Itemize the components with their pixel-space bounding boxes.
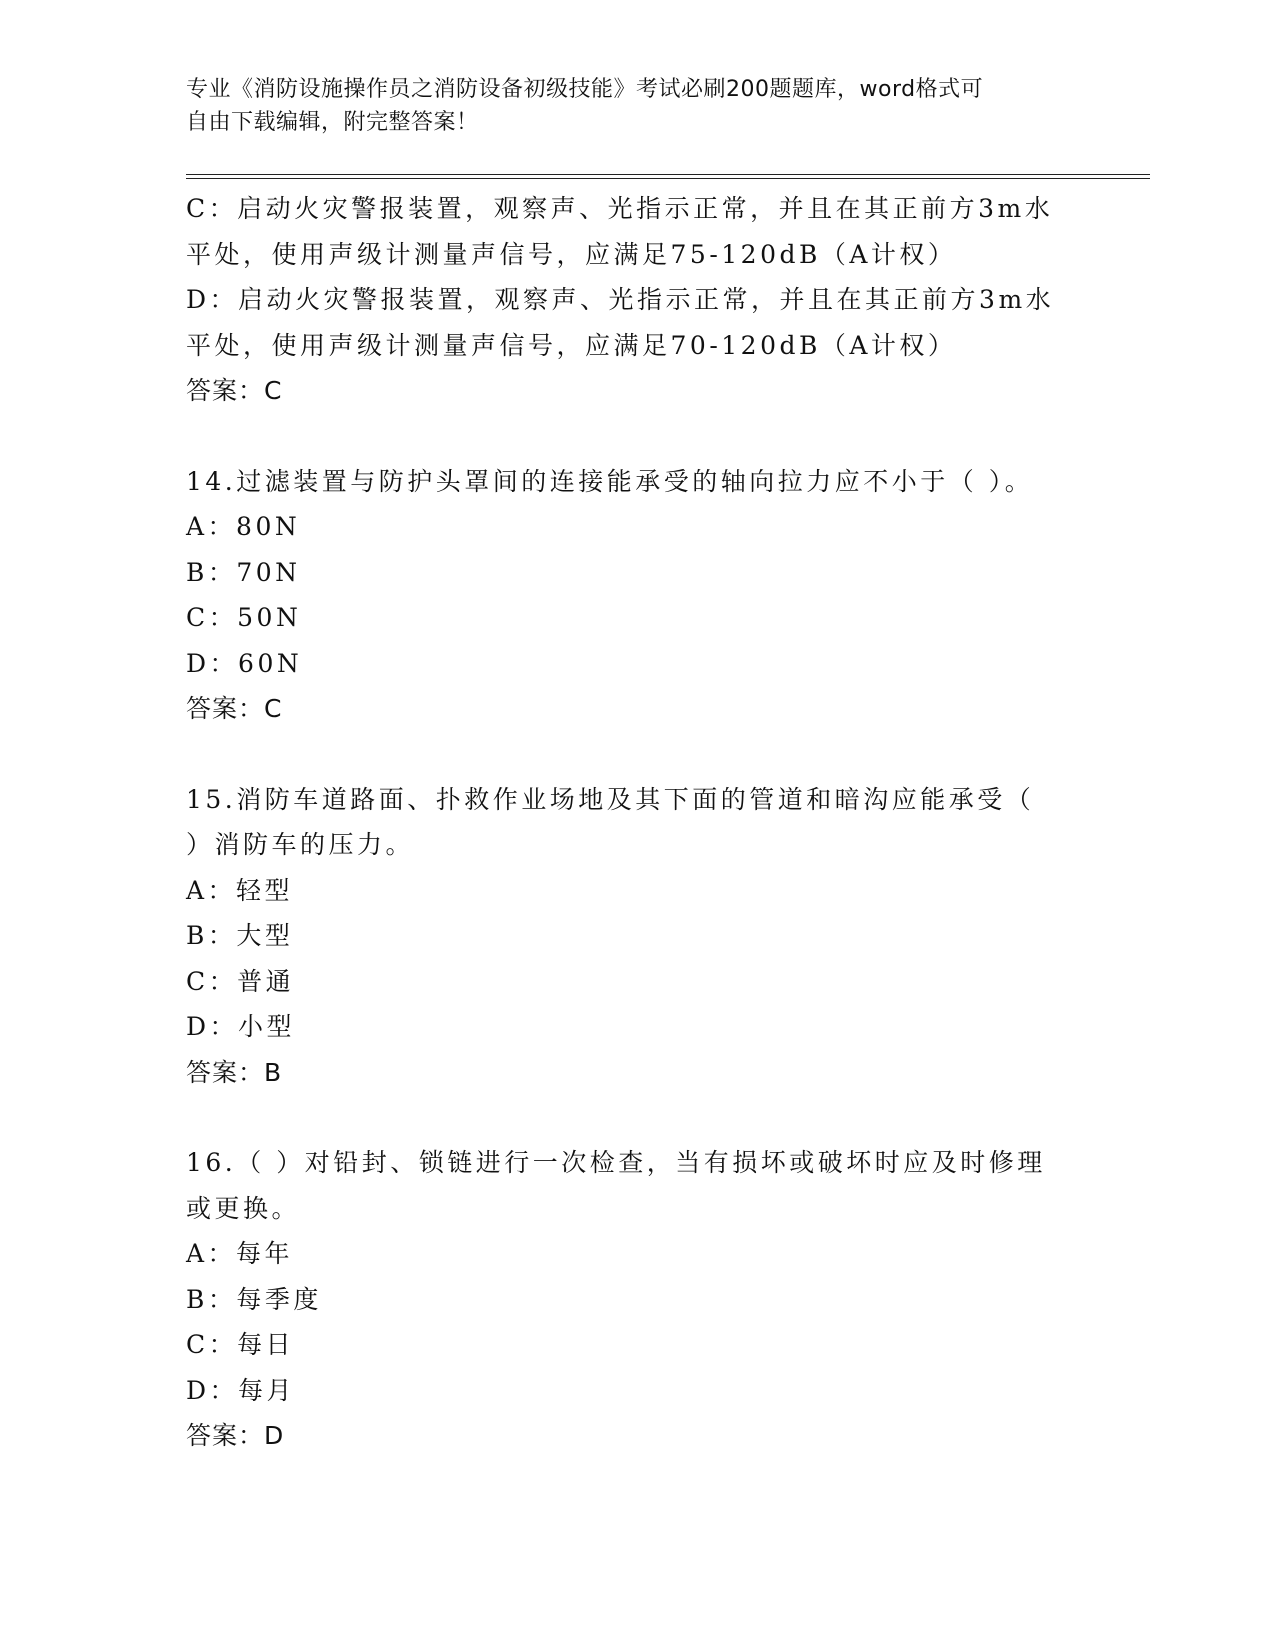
option-b: B：大型 (186, 921, 294, 950)
header-title-line-1: 专业《消防设施操作员之消防设备初级技能》考试必刷200题题库，word格式可 (186, 77, 984, 102)
option-d: D：小型 (186, 1012, 296, 1041)
option-c-line-1: C：启动火灾警报装置，观察声、光指示正常，并且在其正前方3m水 (186, 194, 1054, 223)
option-d-line-1: D：启动火灾警报装置，观察声、光指示正常，并且在其正前方3m水 (186, 285, 1055, 314)
question-16 (186, 1140, 1086, 1459)
question-stem-line-1: 16.（ ）对铅封、锁链进行一次检查，当有损坏或破坏时应及时修理 (186, 1148, 1046, 1177)
answer-line: 答案：C (186, 694, 283, 723)
answer-line: 答案：C (186, 376, 283, 405)
answer-line: 答案：D (186, 1421, 285, 1450)
question-stem-line-2: ）消防车的压力。 (186, 830, 415, 859)
header-title-line-2: 自由下载编辑，附完整答案！ (186, 110, 479, 135)
option-c: C：普通 (186, 966, 295, 996)
option-a: A：轻型 (186, 875, 294, 905)
question-stem-line-1: 15.消防车道路面、扑救作业场地及其下面的管道和暗沟应能承受（ (186, 784, 1035, 814)
header-divider (186, 174, 1150, 179)
question-list (186, 186, 1086, 1459)
option-c-line-2: 平处，使用声级计测量声信号，应满足75-120dB（A计权） (186, 239, 957, 269)
option-d: D：每月 (186, 1375, 296, 1405)
question-stem: 14.过滤装置与防护头罩间的连接能承受的轴向拉力应不小于（ ）。 (186, 466, 1034, 496)
option-d: D：60N (186, 648, 303, 678)
question-14 (186, 459, 1086, 732)
document-header (186, 73, 1066, 139)
option-a: A：80N (186, 512, 301, 541)
option-b: B：70N (186, 557, 301, 587)
answer-line: 答案：B (186, 1057, 283, 1087)
option-a: A：每年 (186, 1239, 294, 1268)
question-stem-line-2: 或更换。 (186, 1193, 301, 1223)
previous-question-tail (186, 186, 1086, 414)
option-b: B：每季度 (186, 1284, 322, 1314)
option-d-line-2: 平处，使用声级计测量声信号，应满足70-120dB（A计权） (186, 330, 957, 360)
option-c: C：每日 (186, 1330, 295, 1359)
question-15 (186, 777, 1086, 1096)
option-c: C：50N (186, 603, 302, 632)
